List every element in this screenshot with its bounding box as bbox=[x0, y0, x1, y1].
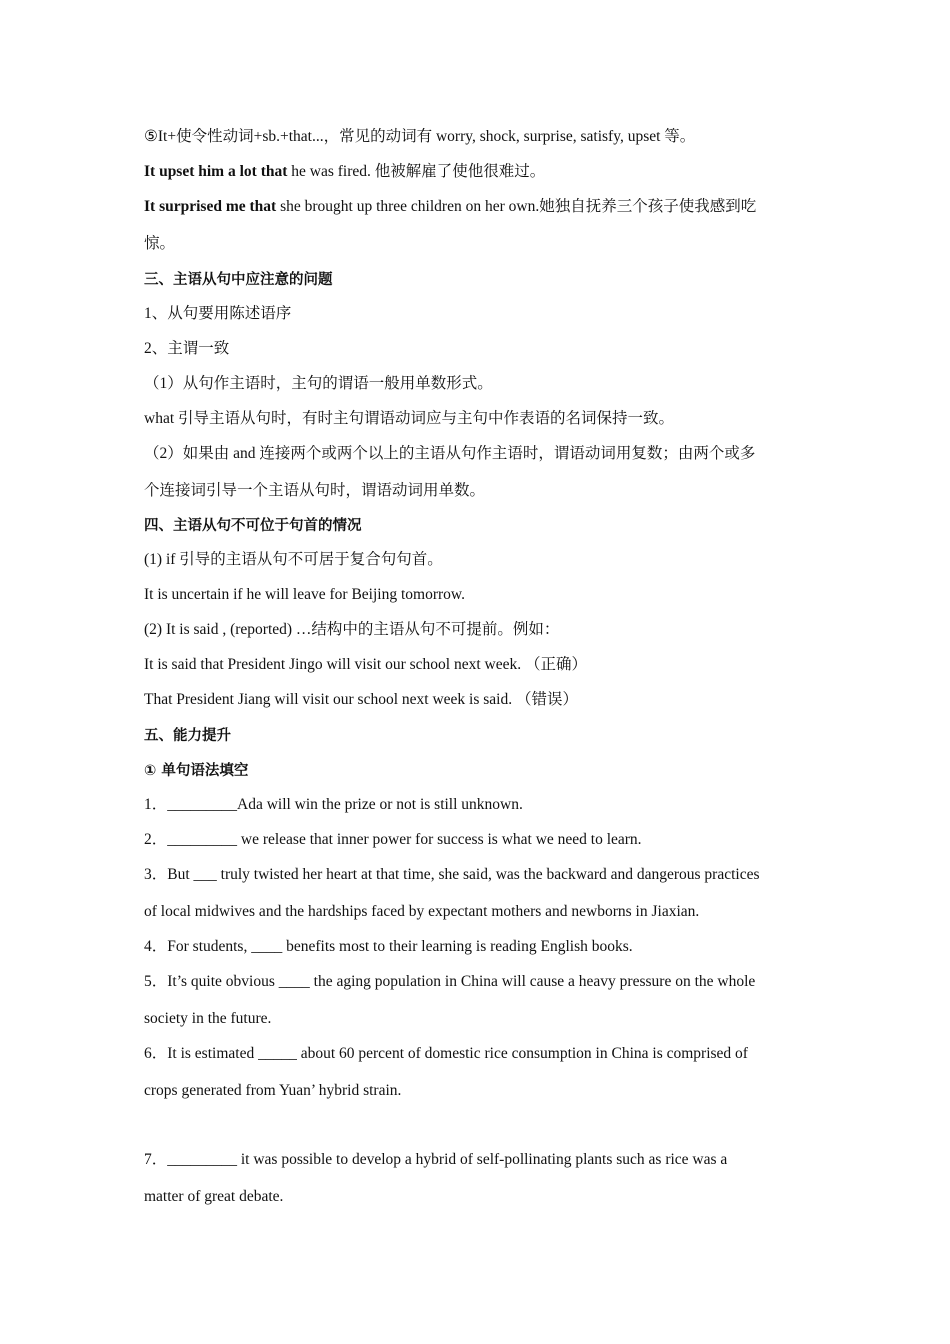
exercise-1: 1．_________Ada will win the prize or not is still unknown. bbox=[144, 796, 523, 813]
exercise-2: 2．_________ we release that inner power for success is what we need to learn. bbox=[144, 831, 642, 848]
section-heading-4: 四、主语从句不可位于句首的情况 bbox=[144, 518, 362, 534]
example-2-rest: she brought up three children on her own.她独自抚养三个孩子使我感到吃 bbox=[276, 198, 757, 215]
example-1-bold: It upset him a lot that bbox=[144, 163, 288, 180]
point-1: 1、从句要用陈述语序 bbox=[144, 305, 292, 322]
point-2-2: （2）如果由 and 连接两个或两个以上的主语从句作主语时，谓语动词用复数；由两个或多 bbox=[144, 445, 756, 462]
exercise-6: 6．It is estimated _____ about 60 percent of domestic rice consumption in China is comprised of bbox=[144, 1045, 748, 1062]
exercise-3-cont: of local midwives and the hardships faced by expectant mothers and newborns in Jiaxian. bbox=[144, 903, 700, 920]
example-sentence-2 bbox=[144, 197, 810, 217]
case-1: (1) if 引导的主语从句不可居于复合句句首。 bbox=[144, 551, 443, 568]
exercise-6-cont: crops generated from Yuan’ hybrid strain. bbox=[144, 1082, 402, 1099]
section-heading-3: 三、主语从句中应注意的问题 bbox=[144, 272, 333, 288]
example-1-rest: he was fired. 他被解雇了使他很难过。 bbox=[287, 163, 546, 180]
point-2-2-cont: 个连接词引导一个主语从句时，谓语动词用单数。 bbox=[144, 482, 486, 499]
exercise-subheading: ① 单句语法填空 bbox=[144, 763, 249, 779]
example-sentence-1 bbox=[144, 162, 810, 182]
example-2-bold: It surprised me that bbox=[144, 198, 277, 215]
exercise-7: 7．_________ it was possible to develop a hybrid of self-pollinating plants such as rice was a bbox=[144, 1151, 728, 1168]
exercise-3: 3．But ___ truly twisted her heart at that time, she said, was the backward and dangerous practices bbox=[144, 866, 760, 883]
case-2: (2) It is said , (reported) …结构中的主语从句不可提前。例如： bbox=[144, 621, 560, 638]
exercise-5: 5．It’s quite obvious ____ the aging population in China will cause a heavy pressure on the whole bbox=[144, 973, 756, 990]
section-heading-5: 五、能力提升 bbox=[144, 728, 231, 744]
case-2-correct: It is said that President Jingo will visit our school next week. （正确） bbox=[144, 656, 587, 673]
rule-line-5: ⑤It+使令性动词+sb.+that...，常见的动词有 worry, shock, surprise, satisfy, upset 等。 bbox=[144, 128, 696, 145]
exercise-5-cont: society in the future. bbox=[144, 1010, 272, 1027]
exercise-4: 4．For students, ____ benefits most to their learning is reading English books. bbox=[144, 938, 633, 955]
point-2-1: （1）从句作主语时，主句的谓语一般用单数形式。 bbox=[144, 375, 493, 392]
point-2: 2、主谓一致 bbox=[144, 340, 230, 357]
exercise-7-cont: matter of great debate. bbox=[144, 1188, 284, 1205]
case-1-example: It is uncertain if he will leave for Beijing tomorrow. bbox=[144, 586, 465, 603]
example-sentence-2-cont: 惊。 bbox=[144, 235, 176, 252]
point-2-what: what 引导主语从句时，有时主句谓语动词应与主句中作表语的名词保持一致。 bbox=[144, 410, 675, 427]
case-2-wrong: That President Jiang will visit our school next week is said. （错误） bbox=[144, 691, 578, 708]
